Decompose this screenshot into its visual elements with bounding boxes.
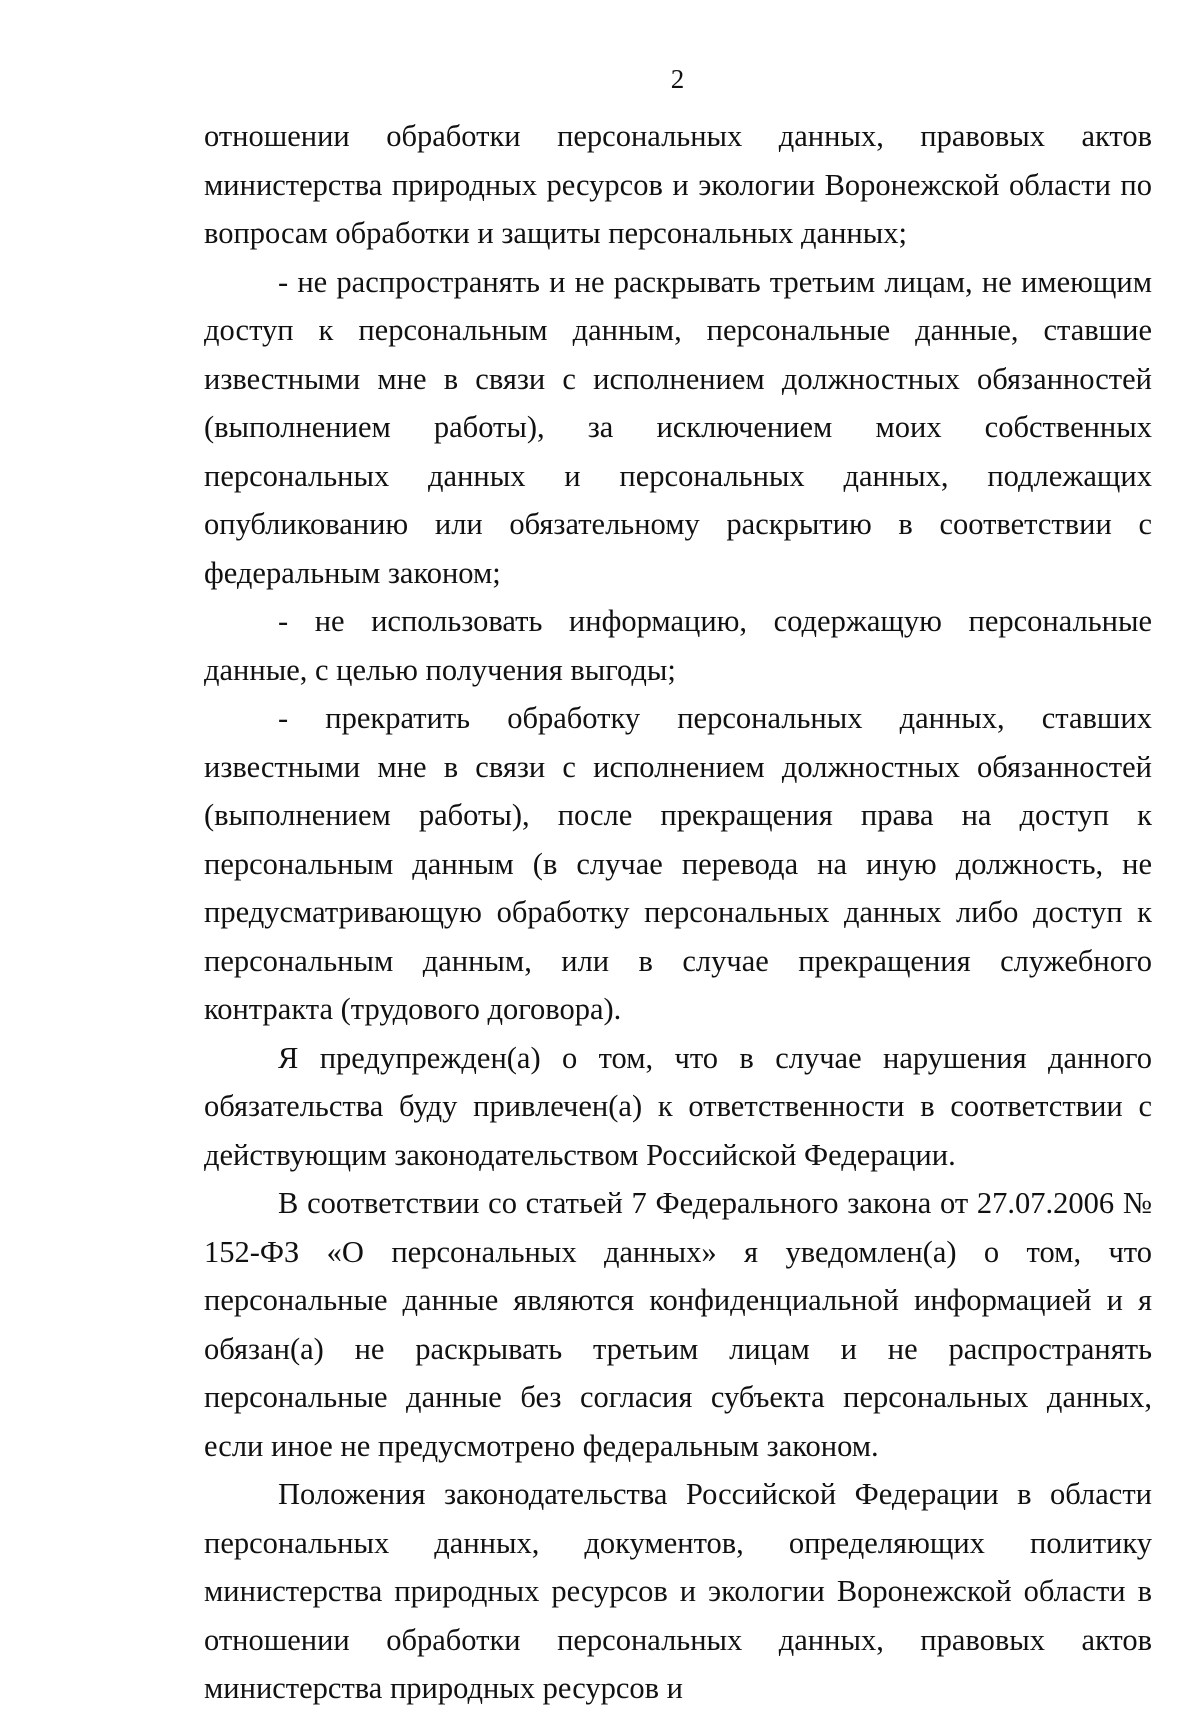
paragraph-liability-warning: Я предупрежден(а) о том, что в случае нарушения данного обязательства буду привлечен(а) к ответственности в соответствии с действующим законодательством Российской Федерации. <box>204 1040 1152 1172</box>
paragraph-no-profit-use: - не использовать информацию, содержащую персональные данные, с целью получения выгоды; <box>204 604 1152 687</box>
paragraph-stop-processing: - прекратить обработку персональных данных, ставших известными мне в связи с исполнением должностных обязанностей (выполнением работы), после прекращения права на доступ к персональным данным (в случае перевода на иную должность, не предусматривающую обработку персональных данных либо доступ к персональным данным, или в случае прекращения служебного контракта (трудового договора). <box>204 701 1152 1026</box>
paragraph-federal-law-notice: В соответствии со статьей 7 Федерального закона от 27.07.2006 № 152-ФЗ «О персональных данных» я уведомлен(а) о том, что персональные данные являются конфиденциальной информацией и я обязан(а) не раскрывать третьим лицам и не распространять персональные данные без согласия субъекта персональных данных, если иное не предусмотрено федеральным законом. <box>204 1186 1152 1463</box>
paragraph-nondisclosure: - не распространять и не раскрывать третьим лицам, не имеющим доступ к персональным данным, персональные данные, ставшие известными мне в связи с исполнением должностных обязанностей (выполнением работы), за исключением моих собственных персональных данных и персональных данных, подлежащих опубликованию или обязательному раскрытию в соответствии с федеральным законом; <box>204 264 1152 590</box>
document-body <box>204 112 1152 1713</box>
page-number: 2 <box>670 64 685 94</box>
paragraph-continuation: отношении обработки персональных данных, правовых актов министерства природных ресурсов и экологии Воронежской области по вопросам обработки и защиты персональных данных; <box>204 119 1152 250</box>
paragraph-legislation-provisions: Положения законодательства Российской Федерации в области персональных данных, документов, определяющих политику министерства природных ресурсов и экологии Воронежской области в отношении обработки персональных данных, правовых актов министерства природных ресурсов и <box>204 1477 1152 1705</box>
